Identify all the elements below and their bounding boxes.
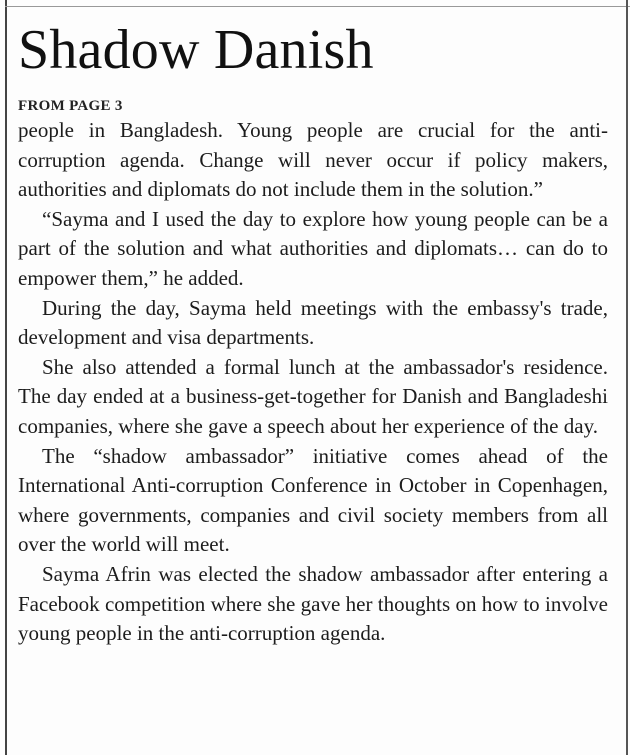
headline: Shadow Danish bbox=[18, 19, 374, 81]
paragraph: She also attended a formal lunch at the ambassador's residence. The day ended at a business-get-together for Danish and Bangladeshi companies, where she gave a speech about her experience of the day. bbox=[18, 354, 608, 438]
paragraph: Sayma Afrin was elected the shadow ambassador after entering a Facebook competition where she gave her thoughts on how to involve young people in the anti-corruption agenda. bbox=[18, 561, 608, 646]
article bbox=[18, 14, 608, 649]
paragraph: During the day, Sayma held meetings with the embassy's trade, development and visa departments. bbox=[18, 295, 608, 350]
column-rule-top bbox=[5, 6, 630, 7]
paragraph: people in Bangladesh. Young people are crucial for the anti-corruption agenda. Change will never occur if policy makers, authorities and diplomats do not include them in the solution.” bbox=[18, 118, 608, 202]
continuation-kicker: FROM PAGE 3 bbox=[18, 98, 123, 114]
paragraph: The “shadow ambassador” initiative comes ahead of the International Anti-corruption Conference in October in Copenhagen, where governments, companies and civil society members from all over the world will meet. bbox=[18, 443, 608, 557]
column-rule-left bbox=[5, 0, 7, 755]
article-body bbox=[18, 116, 608, 649]
column-rule-right bbox=[626, 0, 628, 755]
paragraph: “Sayma and I used the day to explore how young people can be a part of the solution and what authorities and diplomats… can do to empower them,” he added. bbox=[18, 206, 608, 290]
